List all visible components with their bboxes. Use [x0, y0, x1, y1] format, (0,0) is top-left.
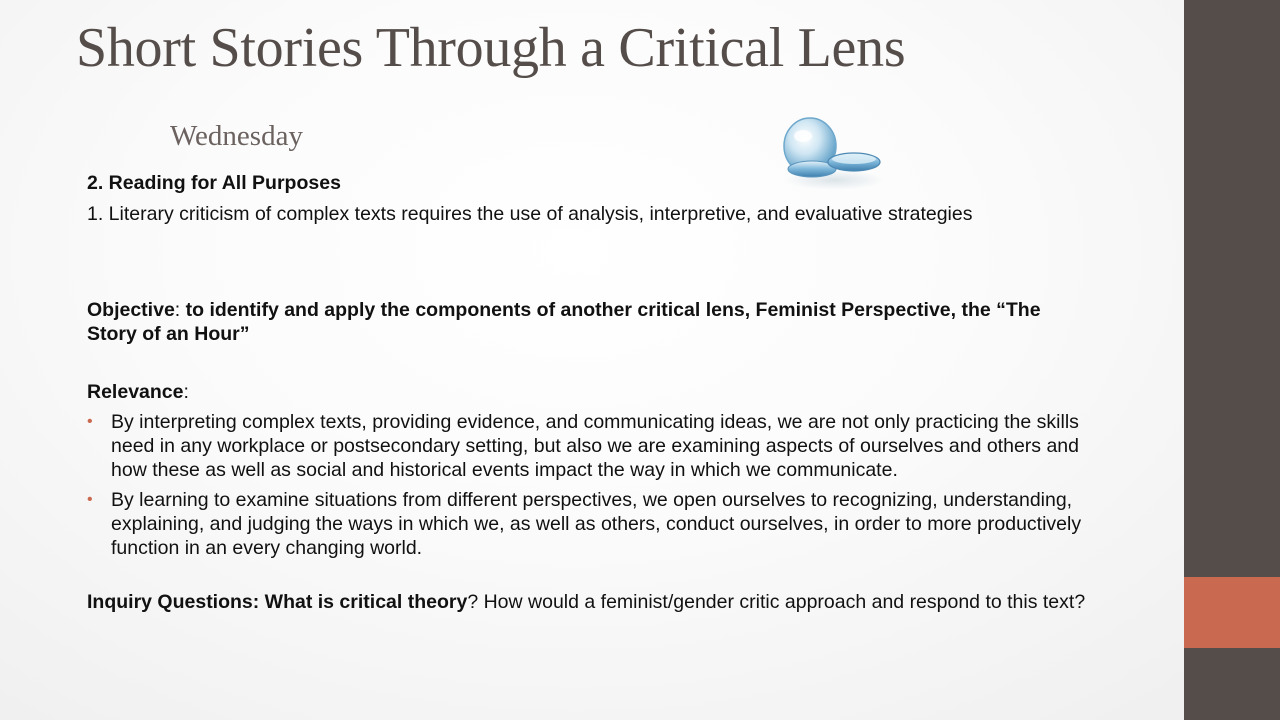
bullet-text: By learning to examine situations from different perspectives, we open ourselves to recognizing, understanding, explaining, and judging the ways in which we, as well as others, conduct ourselves, in order to more productively function in an every changing world.	[111, 489, 1082, 559]
relevance-heading	[87, 380, 1087, 404]
inquiry-text: ? How would a feminist/gender critic approach and respond to this text?	[467, 591, 1086, 613]
standard-heading: 2. Reading for All Purposes	[87, 172, 341, 194]
objective-paragraph	[87, 298, 1087, 346]
slide-subtitle: Wednesday	[170, 120, 303, 152]
list-item	[87, 410, 1087, 482]
standard-text: 1. Literary criticism of complex texts requires the use of analysis, interpretive, and evaluative strategies	[87, 203, 973, 225]
slide-content	[87, 171, 1087, 614]
objective-label: Objective	[87, 299, 175, 321]
relevance-separator: :	[183, 381, 189, 403]
objective-separator: :	[174, 299, 186, 321]
relevance-label: Relevance	[87, 381, 184, 403]
slide-title: Short Stories Through a Critical Lens	[76, 17, 906, 79]
objective-text: to identify and apply the components of another critical lens, Feminist Perspective, the “The Story of an Hour”	[87, 299, 1041, 345]
relevance-list	[87, 410, 1087, 560]
bullet-icon: •	[87, 491, 93, 508]
side-accent-block	[1184, 577, 1280, 648]
inquiry-paragraph	[87, 590, 1087, 614]
bullet-text: By interpreting complex texts, providing evidence, and communicating ideas, we are not only practicing the skills need in any workplace or postsecondary setting, but also we are examining aspects of ourselves and others and how these as well as social and historical events impact the way in which we communicate.	[111, 411, 1079, 481]
bullet-icon: •	[87, 413, 93, 430]
inquiry-label: Inquiry Questions: What is critical theory	[87, 591, 468, 613]
list-item	[87, 488, 1087, 560]
